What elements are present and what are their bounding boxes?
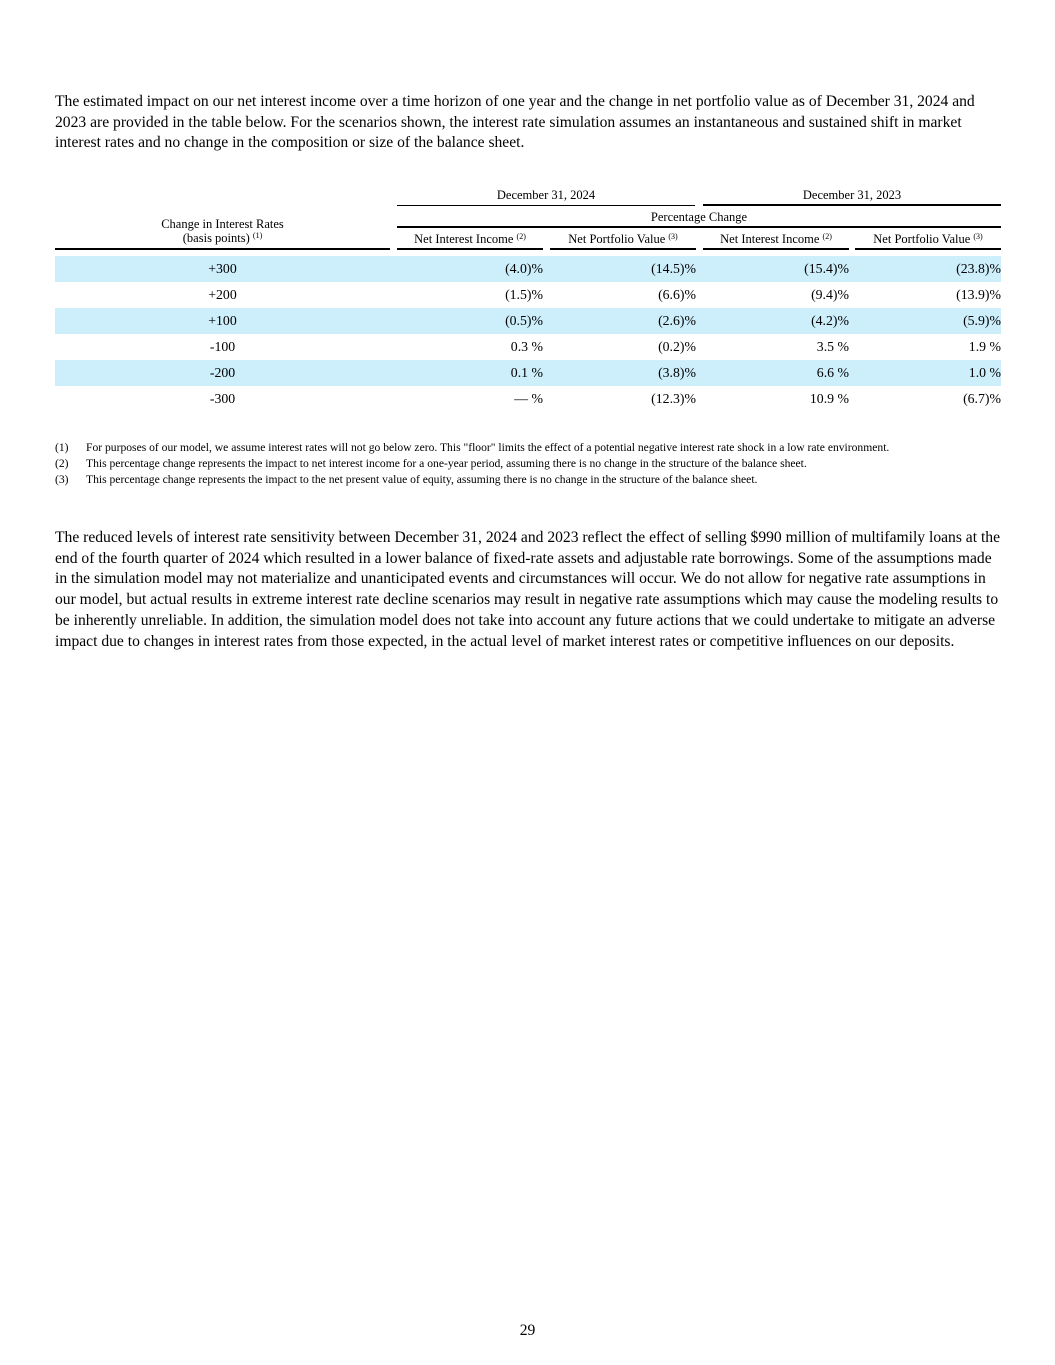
header-rule-nii-2023 — [703, 248, 849, 250]
npv-2023-cell: (13.9)% — [956, 287, 1001, 302]
nii-2023-cell: 10.9 % — [809, 391, 849, 406]
nii-2023-cell: 6.6 % — [816, 365, 849, 380]
page-number: 29 — [519, 1322, 536, 1339]
header-rule-npv-2023 — [855, 248, 1001, 250]
table-body — [55, 256, 1001, 412]
percentage-change-header: Percentage Change — [650, 210, 748, 224]
npv-2024-cell: (3.8)% — [658, 365, 696, 380]
nii-2023-cell: (9.4)% — [811, 287, 849, 302]
footnote-ref-1: (1) — [252, 230, 263, 240]
nii-2023-cell: 3.5 % — [816, 339, 849, 354]
table-row — [55, 334, 1001, 360]
npv-2023-cell: (6.7)% — [963, 391, 1001, 406]
footnote-marker: (3) — [55, 472, 69, 486]
change-in-rates-header — [55, 218, 390, 245]
footnote-marker: (1) — [55, 441, 69, 454]
footnote-3 — [55, 472, 1000, 488]
nii-2024-cell: (1.5)% — [505, 287, 543, 302]
header-rule-change — [55, 248, 390, 250]
nii-2024-cell: 0.3 % — [510, 339, 543, 354]
footnotes — [55, 440, 1000, 487]
percentage-change-rule — [397, 226, 1001, 228]
nii-2023-cell: (4.2)% — [811, 313, 849, 328]
nii-2024-cell: 0.1 % — [510, 365, 543, 380]
npv-2023-cell: (5.9)% — [963, 313, 1001, 328]
npv-2023-cell: 1.9 % — [968, 339, 1001, 354]
footnote-marker: (2) — [55, 456, 69, 470]
col-header-nii-2023: Net Interest Income $^{(2)}$ — [720, 232, 832, 246]
rate-change-cell: +200 — [208, 287, 237, 302]
rate-change-cell: -300 — [209, 391, 236, 406]
npv-2024-cell: (14.5)% — [651, 261, 696, 276]
npv-2024-cell: (2.6)% — [658, 313, 696, 328]
rate-change-cell: -100 — [209, 339, 236, 354]
nii-2024-cell: (4.0)% — [505, 261, 543, 276]
footnote-2 — [55, 456, 1000, 472]
intro-paragraph: The estimated impact on our net interest income over a time horizon of one year and the change in net portfolio value as of December 31, 2024 and 2023 are provided in the table below. For the scenarios shown, the interest rate simulation assumes an instantaneous and sustained shift in market interest rates and no change in the composition or size of the balance sheet. — [55, 93, 975, 152]
table-row — [55, 256, 1001, 282]
rate-change-cell: +300 — [208, 261, 237, 276]
change-header-line2: (basis points) — [182, 230, 250, 245]
nii-2024-cell: (0.5)% — [505, 313, 543, 328]
period-header-2024: December 31, 2024 — [496, 188, 596, 202]
col-header-npv-2024: Net Portfolio Value $^{(3)}$ — [568, 232, 678, 246]
col-header-npv-2023: Net Portfolio Value $^{(3)}$ — [873, 232, 983, 246]
period-header-2023: December 31, 2023 — [802, 188, 902, 202]
footnote-text: This percentage change represents the impact to the net present value of equity, assuming there is no change in the structure of the balance sheet. — [86, 472, 758, 486]
closing-paragraph: The reduced levels of interest rate sensitivity between December 31, 2024 and 2023 reflect the effect of selling $990 million of multifamily loans at the end of the fourth quarter of 2024 which resulted in a lower balance of fixed-rate assets and adjustable rate borrowings. Some of the assumptions made in the simulation model may not materialize and unanticipated events and circumstances will occur. We do not allow for negative rate assumptions in our model, but actual results in extreme interest rate decline scenarios may result in negative rate assumptions which may cause the modeling results to be inherently unreliable. In addition, the simulation model does not take into account any future actions that we could undertake to mitigate an adverse impact due to changes in interest rates from those expected, in the actual level of market interest rates or competitive influences on our deposits. — [55, 529, 1001, 650]
rate-change-cell: -200 — [209, 365, 236, 380]
npv-2023-cell: 1.0 % — [968, 365, 1001, 380]
npv-2023-cell: (23.8)% — [956, 261, 1001, 276]
col-header-nii-2024: Net Interest Income $^{(2)}$ — [414, 232, 526, 246]
change-header-line1: Change in Interest Rates — [161, 217, 284, 231]
footnote-text: This percentage change represents the impact to net interest income for a one-year period, assuming there is no change in the structure of the balance sheet. — [86, 456, 807, 470]
header-rule-npv-2024 — [550, 248, 696, 250]
footnote-1 — [55, 440, 1000, 456]
table-row — [55, 386, 1001, 412]
npv-2024-cell: (0.2)% — [658, 339, 696, 354]
table-row — [55, 282, 1001, 308]
nii-2023-cell: (15.4)% — [804, 261, 849, 276]
period-rule-2023 — [703, 204, 1001, 206]
period-rule-2024 — [397, 205, 695, 206]
npv-2024-cell: (6.6)% — [658, 287, 696, 302]
footnote-text: For purposes of our model, we assume interest rates will not go below zero. This "floor" limits the effect of a potential negative interest rate shock in a low rate environment. — [86, 441, 890, 454]
table-row — [55, 308, 1001, 334]
table-row — [55, 360, 1001, 386]
rate-change-cell: +100 — [208, 313, 237, 328]
npv-2024-cell: (12.3)% — [651, 391, 696, 406]
header-rule-nii-2024 — [397, 248, 543, 250]
nii-2024-cell: — % — [514, 391, 543, 406]
